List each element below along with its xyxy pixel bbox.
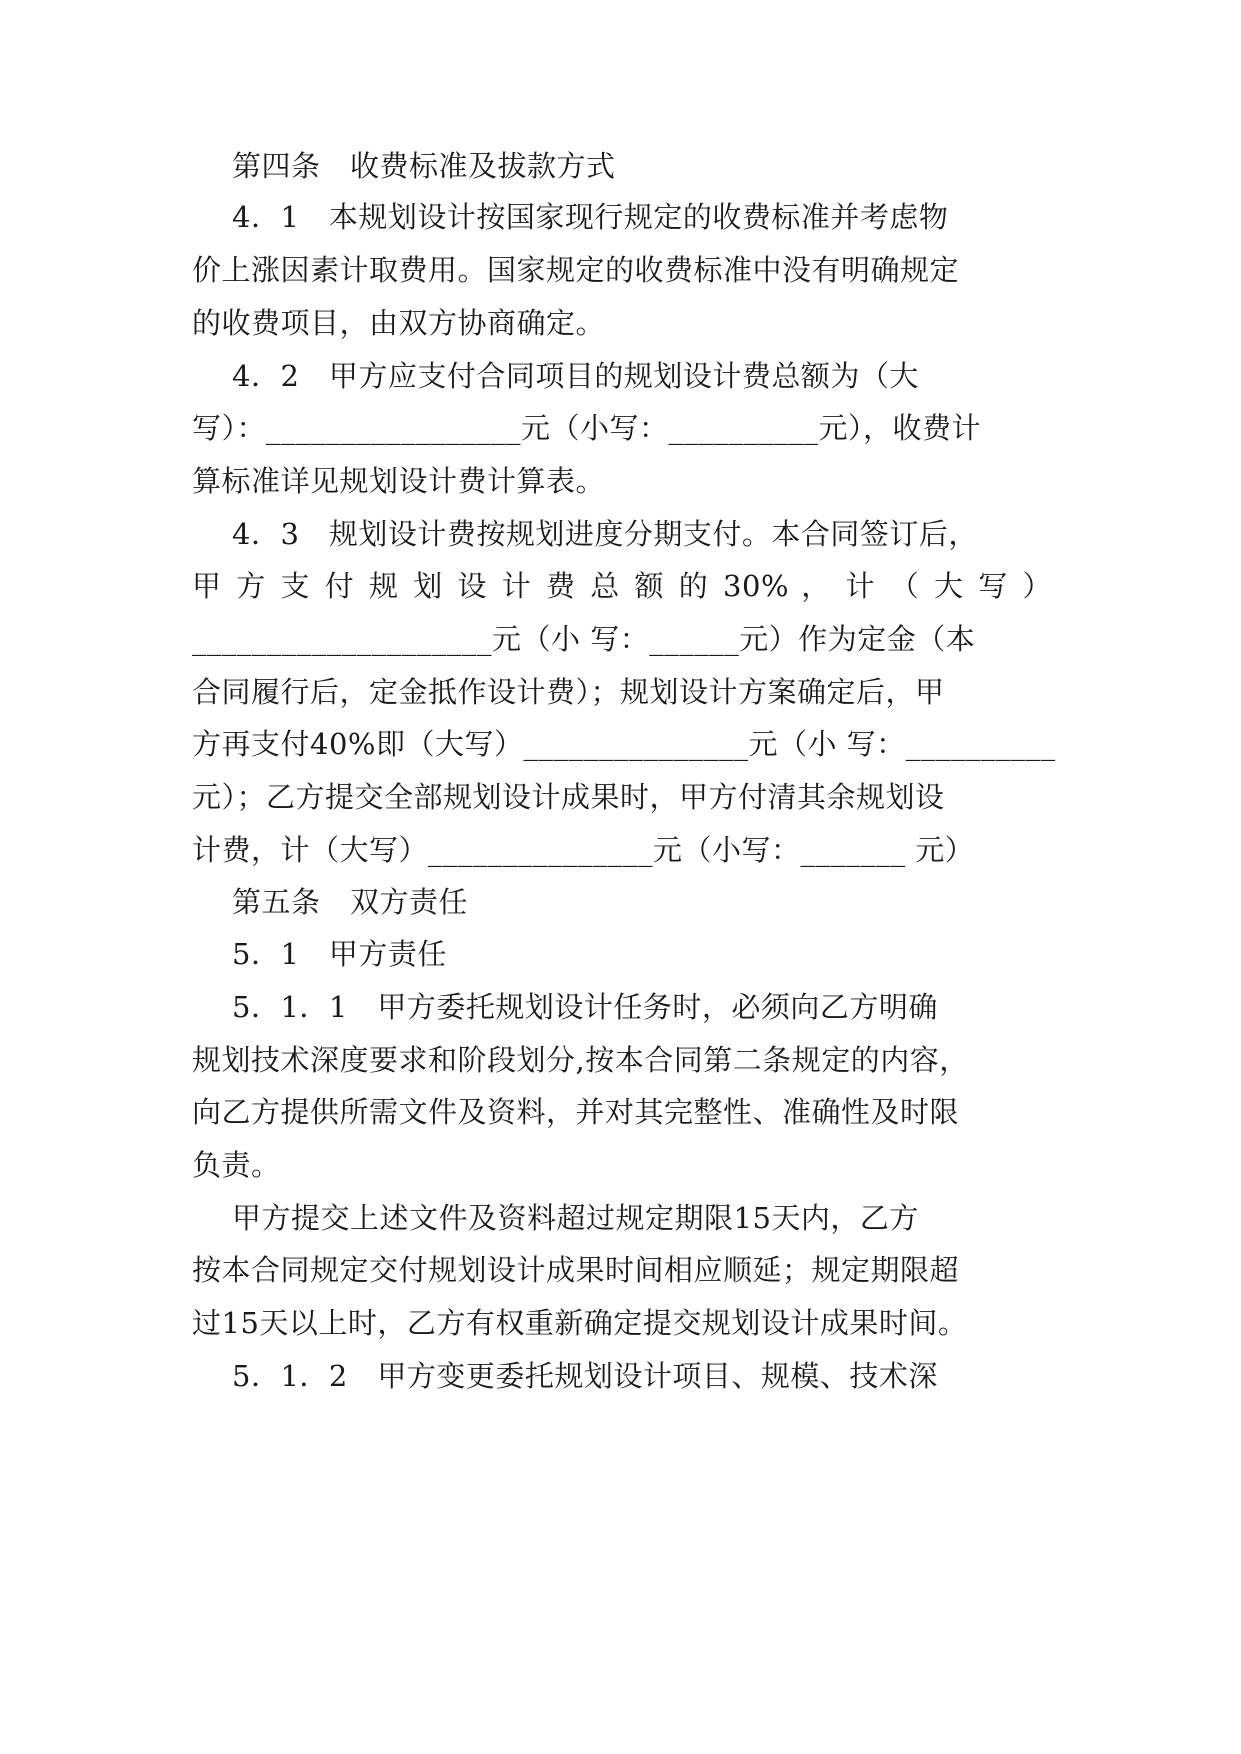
paragraph-deadline-line-2: 按本合同规定交付规划设计成果时间相应顺延；规定期限超	[192, 1253, 960, 1287]
article-5-heading: 第五条 双方责任	[232, 885, 469, 919]
clause-4-3-line-7: 计费，计（大写）_______________元（小写：_______ 元）	[192, 833, 975, 867]
clause-4-3-line-5: 方再支付40%即（大写）_______________元（小 写：__________	[192, 727, 1056, 761]
clause-5-1-heading: 5．1 甲方责任	[232, 937, 447, 971]
clause-4-2-line-1: 4．2 甲方应支付合同项目的规划设计费总额为（大	[232, 359, 919, 393]
clause-5-1-1-line-4: 负责。	[192, 1148, 281, 1182]
clause-5-1-1-line-1: 5．1．1 甲方委托规划设计任务时，必须向乙方明确	[232, 990, 938, 1024]
clause-5-1-1-line-3: 向乙方提供所需文件及资料，并对其完整性、准确性及时限	[192, 1095, 960, 1129]
clause-4-3-line-3: ____________________元（小 写：______元）作为定金（本	[192, 622, 976, 656]
clause-4-3-line-4: 合同履行后，定金抵作设计费）；规划设计方案确定后，甲	[192, 675, 945, 709]
clause-4-3-line-6: 元）；乙方提交全部规划设计成果时，甲方付清其余规划设	[192, 780, 945, 814]
paragraph-deadline-line-1: 甲方提交上述文件及资料超过规定期限15天内，乙方	[232, 1201, 919, 1235]
clause-4-3-line-1: 4．3 规划设计费按规划进度分期支付。本合同签订后，	[232, 517, 978, 551]
clause-4-1-line-2: 价上涨因素计取费用。国家规定的收费标准中没有明确规定	[192, 253, 960, 287]
clause-4-1-line-1: 4．1 本规划设计按国家现行规定的收费标准并考虑物	[232, 200, 949, 234]
clause-4-3-line-2: 甲 方 支 付 规 划 设 计 费 总 额 的 30% ， 计 （ 大 写 ）	[192, 569, 1052, 603]
clause-4-1-line-3: 的收费项目，由双方协商确定。	[192, 306, 606, 340]
clause-4-2-line-3: 算标准详见规划设计费计算表。	[192, 464, 606, 498]
clause-4-2-line-2: 写）：_________________元（小写：__________元），收费计	[192, 411, 982, 445]
paragraph-deadline-line-3: 过15天以上时，乙方有权重新确定提交规划设计成果时间。	[192, 1306, 968, 1340]
article-4-heading: 第四条 收费标准及拔款方式	[232, 149, 616, 183]
clause-5-1-1-line-2: 规划技术深度要求和阶段划分,按本合同第二条规定的内容，	[192, 1043, 969, 1077]
clause-5-1-2-line-1: 5．1．2 甲方变更委托规划设计项目、规模、技术深	[232, 1359, 938, 1393]
